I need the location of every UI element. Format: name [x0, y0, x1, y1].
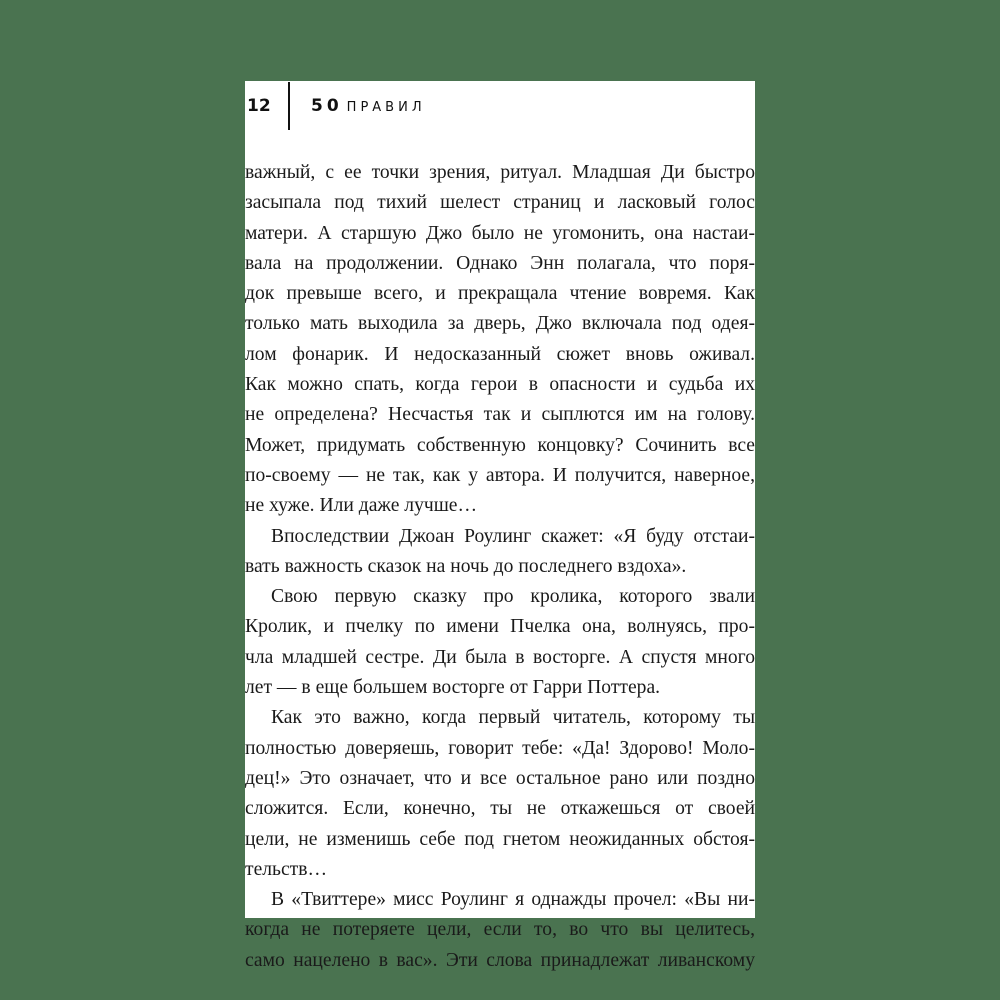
text-line: Свою первую сказку про кролика, которого звали — [271, 586, 755, 608]
book-title — [311, 96, 426, 116]
running-head — [245, 81, 755, 133]
text-line: засыпала под тихий шелест страниц и ласковый голос — [245, 192, 755, 214]
page-number: 12 — [247, 96, 271, 116]
text-line: лет — в еще большем восторге от Гарри Поттера. — [245, 677, 661, 699]
book-page — [245, 81, 755, 971]
text-line: цели, не изменишь себе под гнетом неожиданных обстоя- — [245, 828, 755, 850]
book-title-word: ПРАВИЛ — [346, 100, 426, 115]
text-line: само нацелено в вас». Эти слова принадлежат ливанскому — [245, 949, 755, 971]
book-title-number: 50 — [311, 96, 343, 116]
text-line: сложится. Если, конечно, ты не откажешься от своей — [245, 798, 755, 820]
text-line: вать важность сказок на ночь до последнего вздоха». — [245, 555, 687, 577]
text-line: тельств… — [245, 858, 328, 880]
text-line: вала на продолжении. Однако Энн полагала, что поря- — [245, 252, 755, 274]
text-line: матери. А старшую Джо было не угомонить, она настаи- — [245, 222, 755, 244]
header-divider — [288, 82, 290, 130]
text-line: лом фонарик. И недосказанный сюжет вновь оживал. — [245, 343, 755, 365]
text-line: Как можно спать, когда герои в опасности и судьба их — [245, 374, 755, 396]
text-line: Впоследствии Джоан Роулинг скажет: «Я буду отстаи- — [271, 525, 755, 547]
text-line: Как это важно, когда первый читатель, которому ты — [271, 707, 755, 729]
text-line: Может, придумать собственную концовку? Сочинить все — [245, 434, 755, 456]
text-line: В «Твиттере» мисс Роулинг я однажды прочел: «Вы ни- — [271, 889, 755, 911]
text-line: Кролик, и пчелку по имени Пчелка она, волнуясь, про- — [245, 616, 755, 638]
text-line: дец!» Это означает, что и все остальное рано или поздно — [245, 767, 755, 789]
text-line: по-своему — не так, как у автора. И получится, наверное, — [245, 464, 755, 486]
body-text — [245, 158, 755, 976]
text-line: док превыше всего, и прекращала чтение вовремя. Как — [245, 283, 755, 305]
text-line: чла младшей сестре. Ди была в восторге. А спустя много — [245, 646, 755, 668]
text-line: важный, с ее точки зрения, ритуал. Младшая Ди быстро — [245, 162, 755, 183]
text-line: не хуже. Или даже лучше… — [245, 495, 478, 517]
text-line: только мать выходила за дверь, Джо включала под одея- — [245, 313, 755, 335]
text-line: когда не потеряете цели, если то, во что вы целитесь, — [245, 919, 755, 941]
text-line: не определена? Несчастья так и сыплются им на голову. — [245, 404, 755, 426]
text-line: полностью доверяешь, говорит тебе: «Да! Здорово! Моло- — [245, 737, 755, 759]
